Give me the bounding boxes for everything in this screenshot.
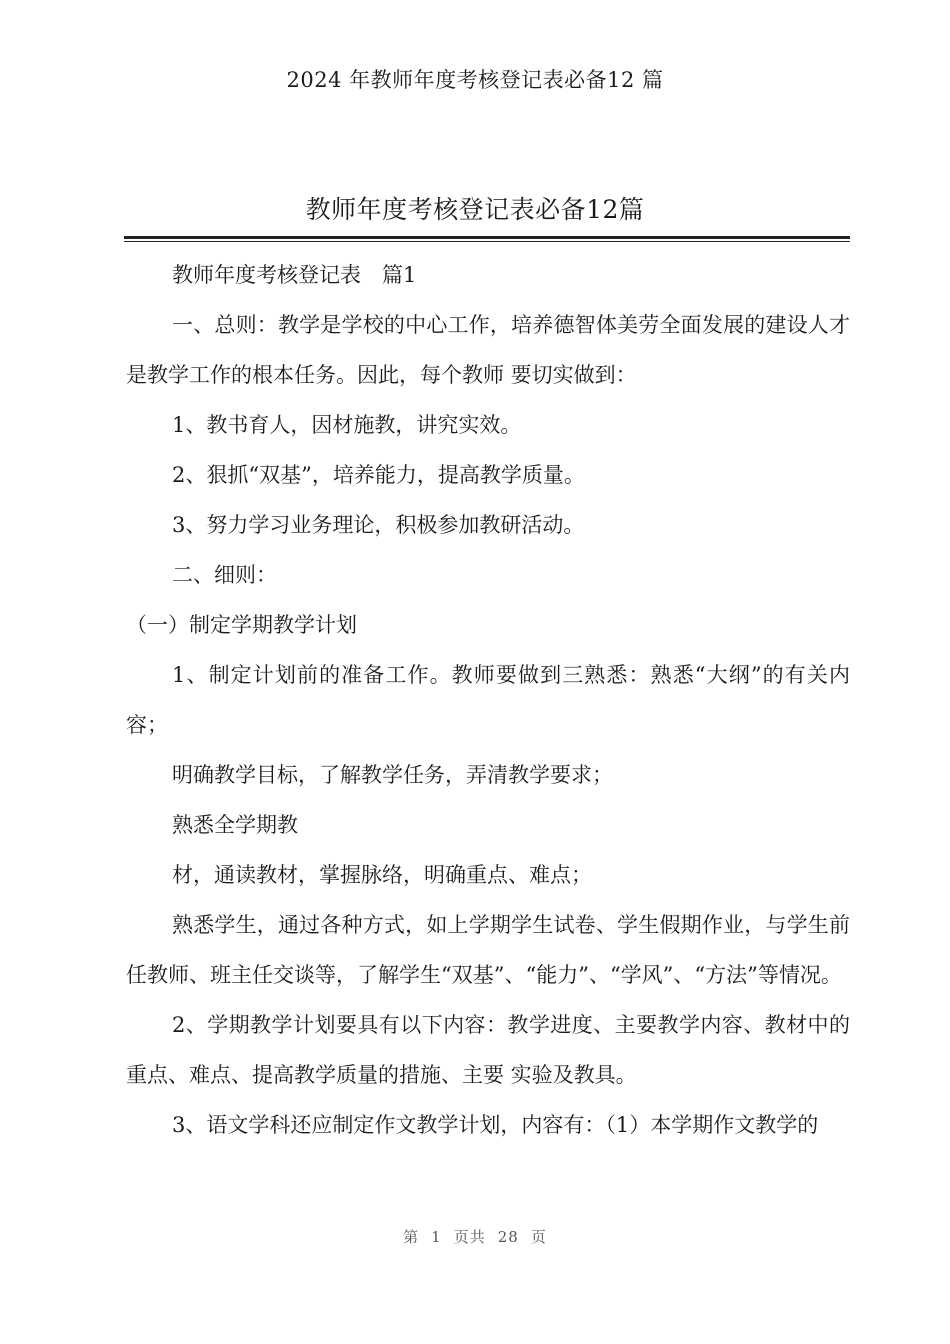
paragraph: （一）制定学期教学计划 [126,613,357,637]
document-body [126,250,850,1150]
paragraph: 3、语文学科还应制定作文教学计划，内容有：（1）本学期作文教学的 [172,1113,819,1137]
paragraph: 材，通读教材，掌握脉络，明确重点、难点； [172,863,592,887]
footer-middle: 页共 [453,1228,486,1246]
running-header: 2024 年教师年度考核登记表必备12 篇 [286,68,664,92]
footer-prefix: 第 [403,1228,420,1246]
paragraph: 1、教书育人，因材施教，讲究实效。 [172,413,522,437]
page-footer [0,1226,950,1247]
paragraph: 1、制定计划前的准备工作。教师要做到三熟悉：熟悉“大纲”的有关内容； [126,663,850,737]
paragraph: 教师年度考核登记表 篇1 [172,263,417,287]
footer-total-pages: 28 [497,1228,519,1246]
paragraph: 熟悉全学期教 [172,813,298,837]
footer-suffix: 页 [530,1228,547,1246]
title-rule-thick [124,236,850,239]
paragraph: 3、努力学习业务理论，积极参加教研活动。 [172,513,585,537]
title-rule-thin [124,241,850,242]
paragraph: 熟悉学生，通过各种方式，如上学期学生试卷、学生假期作业，与学生前任教师、班主任交谈等，了解学生“双基”、“能力”、“学风”、“方法”等情况。 [126,913,850,987]
paragraph: 二、细则： [172,563,277,587]
document-title: 教师年度考核登记表必备12篇 [305,195,645,224]
paragraph: 一、总则：教学是学校的中心工作，培养德智体美劳全面发展的建设人才是教学工作的根本任务。因此，每个教师 要切实做到： [126,313,850,387]
paragraph: 明确教学目标，了解教学任务，弄清教学要求； [172,763,613,787]
paragraph: 2、学期教学计划要具有以下内容：教学进度、主要教学内容、教材中的重点、难点、提高教学质量的措施、主要 实验及教具。 [126,1013,850,1087]
paragraph: 2、狠抓“双基”，培养能力，提高教学质量。 [172,463,585,487]
footer-page-number: 1 [431,1228,442,1246]
